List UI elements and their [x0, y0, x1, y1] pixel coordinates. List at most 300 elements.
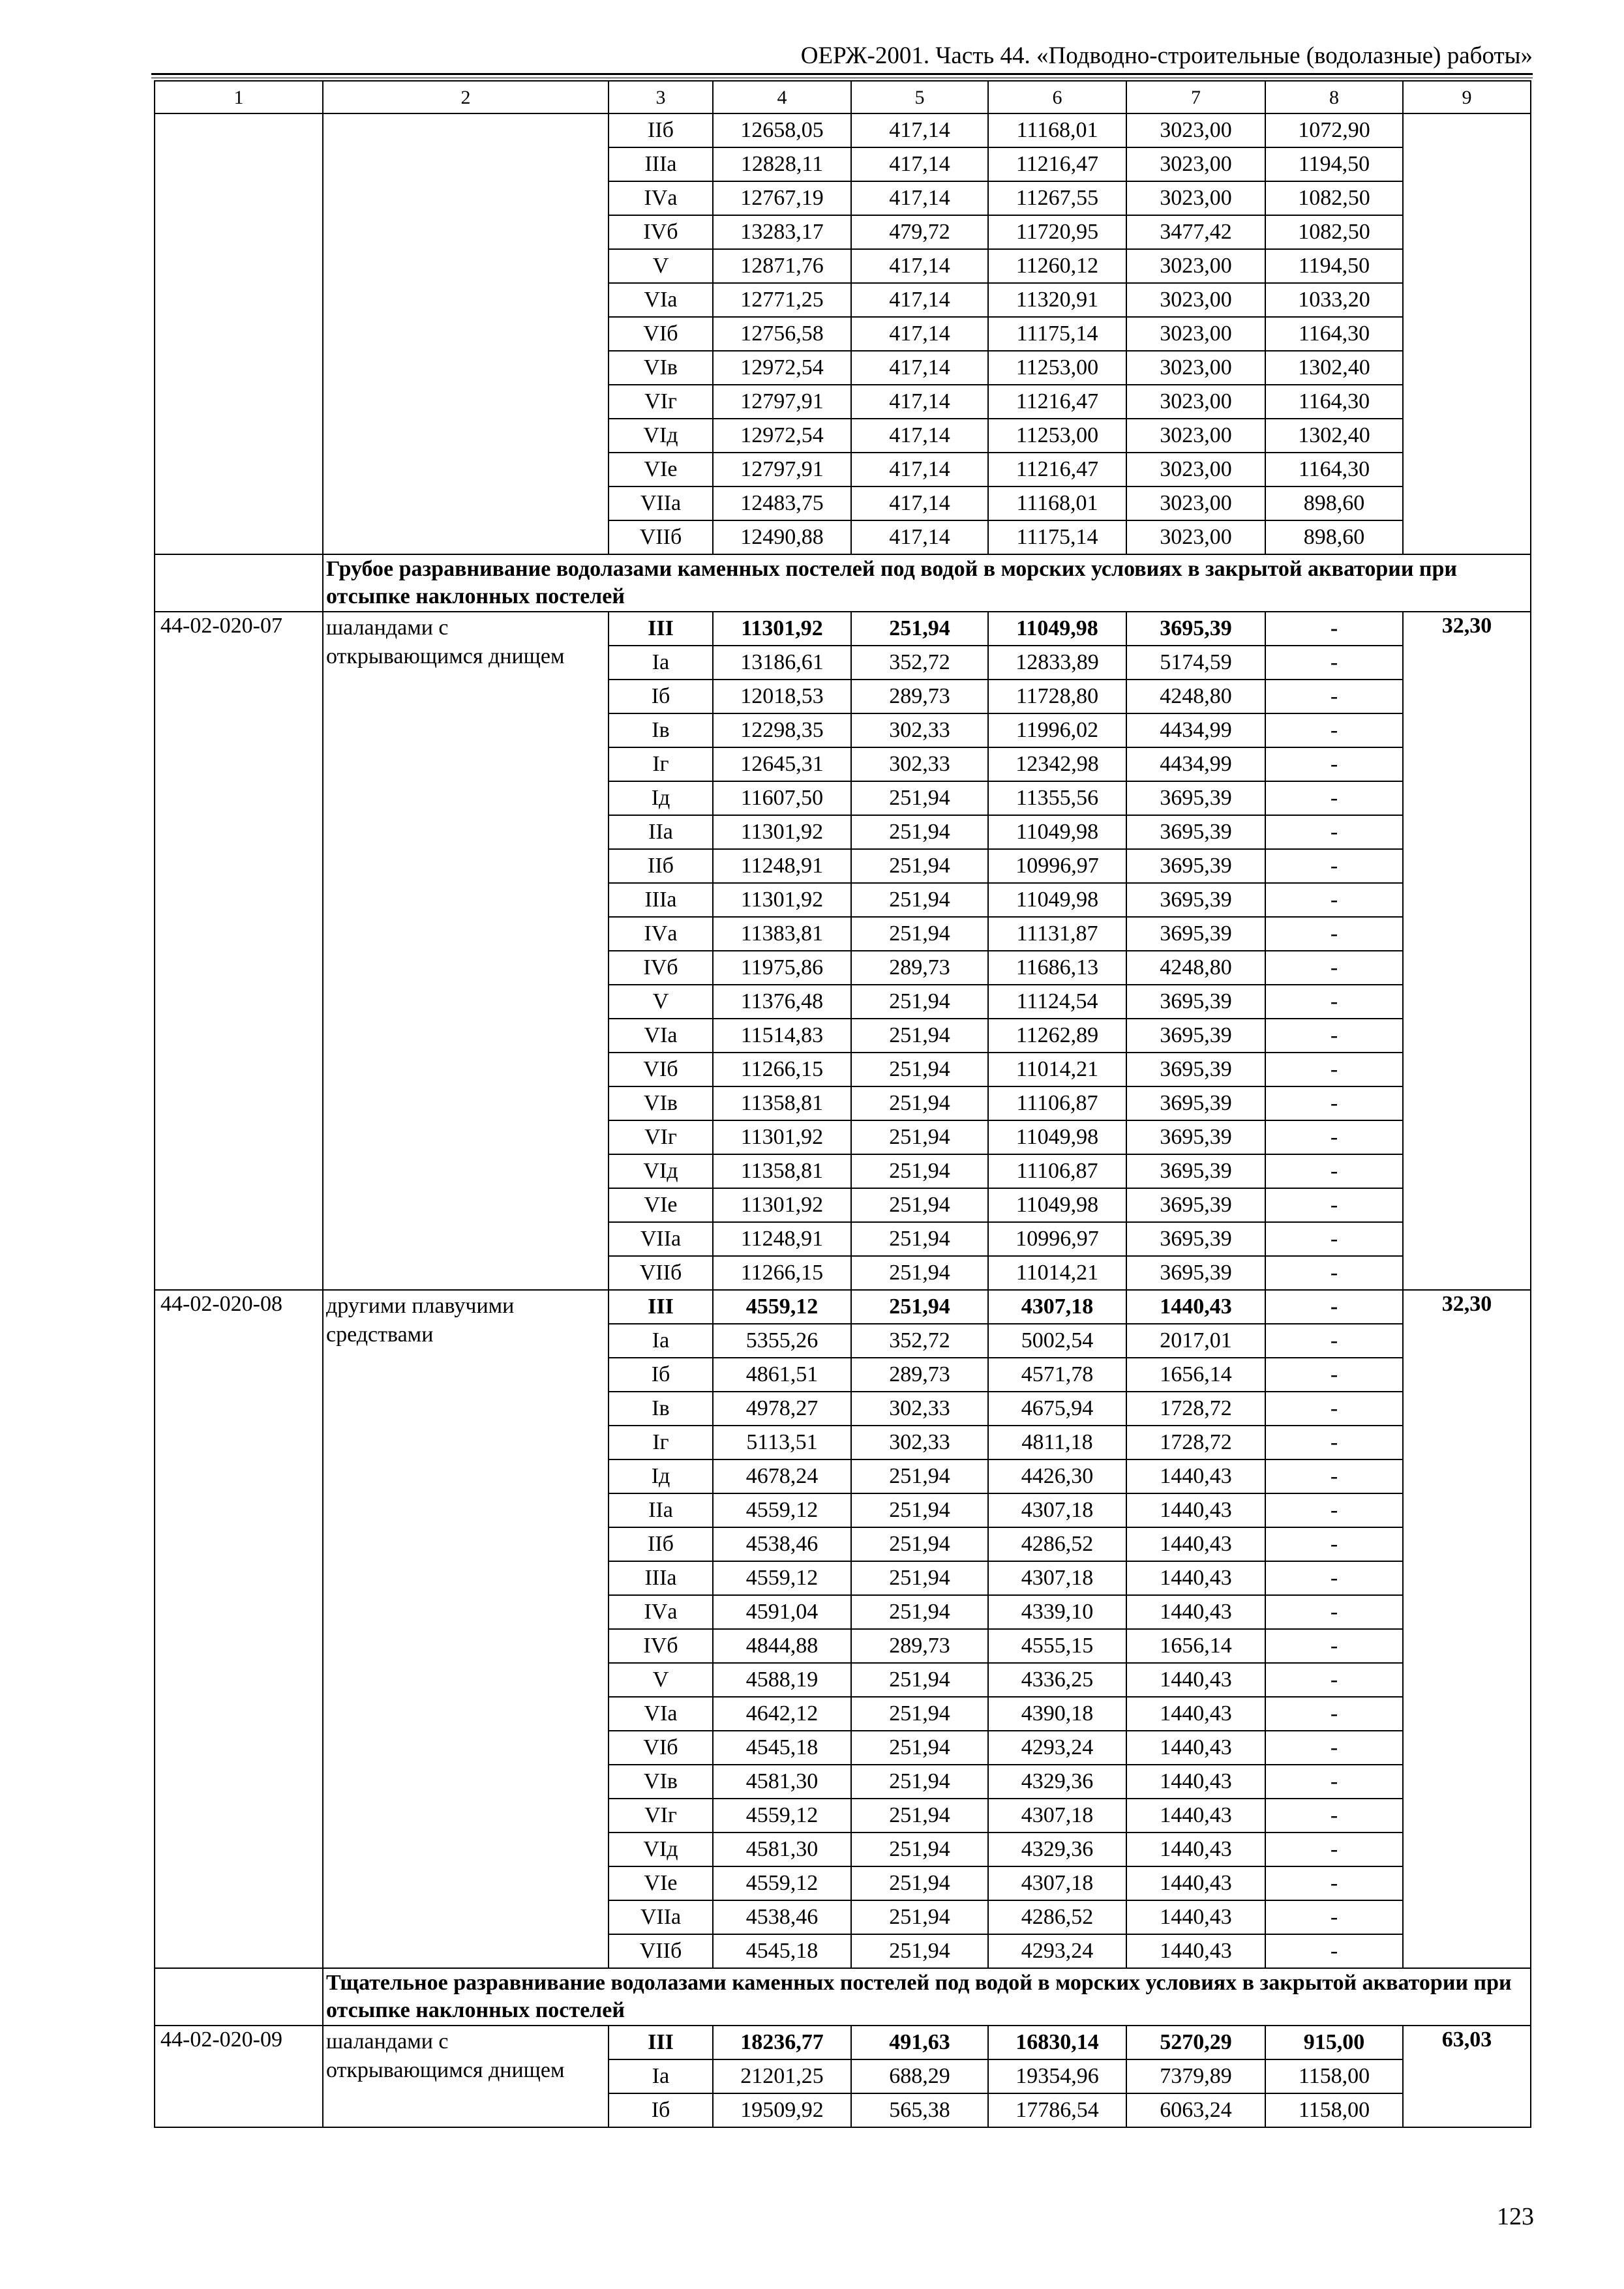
machinist-wages-cell: 3023,00 — [1126, 351, 1265, 385]
machines-cell: 11175,14 — [988, 317, 1126, 351]
materials-cell: - — [1265, 1833, 1403, 1866]
machines-cell: 4286,52 — [988, 1527, 1126, 1561]
total-cost-cell: 12658,05 — [713, 113, 851, 147]
page-header-title: ОЕРЖ-2001. Часть 44. «Подводно-строительные (водолазные) работы» — [800, 42, 1533, 69]
materials-cell: - — [1265, 1019, 1403, 1053]
table-row — [155, 612, 1531, 646]
section-title: Тщательное разравнивание водолазами каменных постелей под водой в морских условиях в закрытой акватории при отсыпке наклонных постелей — [323, 1968, 1531, 2026]
machines-cell: 4286,52 — [988, 1900, 1126, 1934]
region-class-cell: Iа — [609, 1324, 713, 1358]
region-class-cell: Iг — [609, 1426, 713, 1459]
machinist-wages-cell: 1440,43 — [1126, 1765, 1265, 1799]
machinist-wages-cell: 1440,43 — [1126, 1493, 1265, 1527]
machines-cell: 11124,54 — [988, 985, 1126, 1019]
column-number: 4 — [713, 81, 851, 113]
materials-cell: - — [1265, 1222, 1403, 1256]
region-class-cell: IVа — [609, 1595, 713, 1629]
wages-cell: 417,14 — [851, 351, 988, 385]
materials-cell: 1164,30 — [1265, 317, 1403, 351]
rate-description-cell — [323, 113, 609, 554]
wages-cell: 417,14 — [851, 283, 988, 317]
region-class-cell: IVб — [609, 215, 713, 249]
materials-cell: - — [1265, 1561, 1403, 1595]
machinist-wages-cell: 3023,00 — [1126, 249, 1265, 283]
materials-cell: 1082,50 — [1265, 215, 1403, 249]
total-cost-cell: 12828,11 — [713, 147, 851, 181]
region-class-cell: VIIа — [609, 1900, 713, 1934]
table-row — [155, 1290, 1531, 1324]
wages-cell: 417,14 — [851, 181, 988, 215]
wages-cell: 289,73 — [851, 1358, 988, 1392]
materials-cell: - — [1265, 1765, 1403, 1799]
total-cost-cell: 4591,04 — [713, 1595, 851, 1629]
machinist-wages-cell: 2017,01 — [1126, 1324, 1265, 1358]
total-cost-cell: 4559,12 — [713, 1493, 851, 1527]
region-class-cell: IVа — [609, 181, 713, 215]
machinist-wages-cell: 4434,99 — [1126, 713, 1265, 747]
wages-cell: 251,94 — [851, 1459, 988, 1493]
materials-cell: - — [1265, 1392, 1403, 1426]
wages-cell: 251,94 — [851, 612, 988, 646]
region-class-cell: VIIа — [609, 486, 713, 520]
machines-cell: 4307,18 — [988, 1866, 1126, 1900]
region-class-cell: VIг — [609, 1799, 713, 1833]
machinist-wages-cell: 3695,39 — [1126, 612, 1265, 646]
machines-cell: 11216,47 — [988, 453, 1126, 486]
region-class-cell: VIд — [609, 1833, 713, 1866]
region-class-cell: VIIб — [609, 1934, 713, 1968]
materials-cell: - — [1265, 951, 1403, 985]
wages-cell: 251,94 — [851, 1934, 988, 1968]
total-cost-cell: 11301,92 — [713, 815, 851, 849]
total-cost-cell: 11301,92 — [713, 1120, 851, 1154]
machines-cell: 12342,98 — [988, 747, 1126, 781]
region-class-cell: IIб — [609, 1527, 713, 1561]
wages-cell: 417,14 — [851, 317, 988, 351]
region-class-cell: IIIа — [609, 147, 713, 181]
total-cost-cell: 11383,81 — [713, 917, 851, 951]
machinist-wages-cell: 1656,14 — [1126, 1629, 1265, 1663]
machinist-wages-cell: 3695,39 — [1126, 1120, 1265, 1154]
total-cost-cell: 4581,30 — [713, 1765, 851, 1799]
machines-cell: 11996,02 — [988, 713, 1126, 747]
wages-cell: 251,94 — [851, 1120, 988, 1154]
total-cost-cell: 4559,12 — [713, 1290, 851, 1324]
machines-cell: 4339,10 — [988, 1595, 1126, 1629]
materials-cell: - — [1265, 1426, 1403, 1459]
machines-cell: 4307,18 — [988, 1799, 1126, 1833]
region-class-cell: IIIа — [609, 883, 713, 917]
machines-cell: 11253,00 — [988, 351, 1126, 385]
machinist-wages-cell: 3695,39 — [1126, 883, 1265, 917]
materials-cell: 1164,30 — [1265, 453, 1403, 486]
region-class-cell: IIа — [609, 815, 713, 849]
materials-cell: - — [1265, 1358, 1403, 1392]
total-cost-cell: 4559,12 — [713, 1799, 851, 1833]
materials-cell: 915,00 — [1265, 2026, 1403, 2059]
machines-cell: 4336,25 — [988, 1663, 1126, 1697]
machinist-wages-cell: 4248,80 — [1126, 680, 1265, 713]
materials-cell: - — [1265, 1154, 1403, 1188]
total-cost-cell: 12972,54 — [713, 351, 851, 385]
wages-cell: 251,94 — [851, 1799, 988, 1833]
labor-cost-cell: 32,30 — [1403, 1290, 1531, 1968]
table-row — [155, 2026, 1531, 2059]
region-class-cell: III — [609, 612, 713, 646]
machinist-wages-cell: 3023,00 — [1126, 317, 1265, 351]
page-number: 123 — [1497, 2203, 1534, 2230]
region-class-cell: VIе — [609, 453, 713, 486]
machines-cell: 10996,97 — [988, 1222, 1126, 1256]
machinist-wages-cell: 3023,00 — [1126, 283, 1265, 317]
region-class-cell: IVб — [609, 951, 713, 985]
machinist-wages-cell: 3695,39 — [1126, 1053, 1265, 1086]
machines-cell: 4307,18 — [988, 1493, 1126, 1527]
total-cost-cell: 13283,17 — [713, 215, 851, 249]
total-cost-cell: 4545,18 — [713, 1934, 851, 1968]
materials-cell: - — [1265, 917, 1403, 951]
region-class-cell: IIб — [609, 113, 713, 147]
machines-cell: 4307,18 — [988, 1290, 1126, 1324]
materials-cell: - — [1265, 1256, 1403, 1290]
total-cost-cell: 12018,53 — [713, 680, 851, 713]
wages-cell: 251,94 — [851, 1188, 988, 1222]
materials-cell: 898,60 — [1265, 486, 1403, 520]
region-class-cell: IVа — [609, 917, 713, 951]
region-class-cell: VIе — [609, 1188, 713, 1222]
machinist-wages-cell: 1728,72 — [1126, 1392, 1265, 1426]
column-number: 7 — [1126, 81, 1265, 113]
rate-code-cell: 44-02-020-09 — [155, 2026, 323, 2127]
wages-cell: 251,94 — [851, 883, 988, 917]
machines-cell: 11049,98 — [988, 1120, 1126, 1154]
machinist-wages-cell: 1440,43 — [1126, 1595, 1265, 1629]
column-number: 5 — [851, 81, 988, 113]
machines-cell: 11049,98 — [988, 883, 1126, 917]
wages-cell: 302,33 — [851, 713, 988, 747]
total-cost-cell: 4581,30 — [713, 1833, 851, 1866]
wages-cell: 352,72 — [851, 646, 988, 680]
wages-cell: 251,94 — [851, 1833, 988, 1866]
wages-cell: 251,94 — [851, 1866, 988, 1900]
table-row — [155, 113, 1531, 147]
region-class-cell: VIIб — [609, 1256, 713, 1290]
region-class-cell: VIв — [609, 351, 713, 385]
machines-cell: 11216,47 — [988, 147, 1126, 181]
rate-code-cell: 44-02-020-08 — [155, 1290, 323, 1968]
total-cost-cell: 12645,31 — [713, 747, 851, 781]
region-class-cell: V — [609, 985, 713, 1019]
wages-cell: 251,94 — [851, 815, 988, 849]
machinist-wages-cell: 1440,43 — [1126, 1799, 1265, 1833]
wages-cell: 251,94 — [851, 1663, 988, 1697]
rates-table — [154, 80, 1531, 2128]
region-class-cell: Iг — [609, 747, 713, 781]
materials-cell: - — [1265, 612, 1403, 646]
region-class-cell: VIд — [609, 419, 713, 453]
machinist-wages-cell: 3023,00 — [1126, 181, 1265, 215]
machines-cell: 4293,24 — [988, 1934, 1126, 1968]
wages-cell: 251,94 — [851, 1290, 988, 1324]
machinist-wages-cell: 3695,39 — [1126, 1086, 1265, 1120]
section-title-row — [155, 1968, 1531, 2026]
section-blank-cell — [155, 1968, 323, 2026]
rate-description-cell: шаландами с открывающимся днищем — [323, 2026, 609, 2127]
region-class-cell: VIа — [609, 1697, 713, 1731]
wages-cell: 251,94 — [851, 1256, 988, 1290]
machines-cell: 11216,47 — [988, 385, 1126, 419]
machines-cell: 11049,98 — [988, 1188, 1126, 1222]
wages-cell: 491,63 — [851, 2026, 988, 2059]
materials-cell: 1158,00 — [1265, 2093, 1403, 2127]
labor-cost-cell: 63,03 — [1403, 2026, 1531, 2127]
rate-code-cell — [155, 113, 323, 554]
materials-cell: - — [1265, 1900, 1403, 1934]
machines-cell: 4811,18 — [988, 1426, 1126, 1459]
materials-cell: - — [1265, 1188, 1403, 1222]
materials-cell: - — [1265, 849, 1403, 883]
materials-cell: - — [1265, 1663, 1403, 1697]
wages-cell: 565,38 — [851, 2093, 988, 2127]
wages-cell: 251,94 — [851, 781, 988, 815]
wages-cell: 417,14 — [851, 113, 988, 147]
machines-cell: 17786,54 — [988, 2093, 1126, 2127]
rate-code-cell: 44-02-020-07 — [155, 612, 323, 1290]
machinist-wages-cell: 6063,24 — [1126, 2093, 1265, 2127]
wages-cell: 289,73 — [851, 951, 988, 985]
wages-cell: 251,94 — [851, 1561, 988, 1595]
machines-cell: 11267,55 — [988, 181, 1126, 215]
region-class-cell: Iд — [609, 1459, 713, 1493]
total-cost-cell: 12771,25 — [713, 283, 851, 317]
total-cost-cell: 11248,91 — [713, 849, 851, 883]
column-number: 2 — [323, 81, 609, 113]
region-class-cell: Iб — [609, 680, 713, 713]
machines-cell: 11262,89 — [988, 1019, 1126, 1053]
materials-cell: - — [1265, 646, 1403, 680]
machines-cell: 19354,96 — [988, 2059, 1126, 2093]
region-class-cell: VIб — [609, 1731, 713, 1765]
materials-cell: - — [1265, 1086, 1403, 1120]
materials-cell: - — [1265, 1866, 1403, 1900]
rate-description-cell: другими плавучими средствами — [323, 1290, 609, 1968]
materials-cell: 1194,50 — [1265, 249, 1403, 283]
region-class-cell: VIIб — [609, 520, 713, 554]
machinist-wages-cell: 3023,00 — [1126, 486, 1265, 520]
column-number: 6 — [988, 81, 1126, 113]
machinist-wages-cell: 3023,00 — [1126, 520, 1265, 554]
column-number: 9 — [1403, 81, 1531, 113]
wages-cell: 251,94 — [851, 985, 988, 1019]
section-blank-cell — [155, 554, 323, 612]
materials-cell: - — [1265, 1629, 1403, 1663]
materials-cell: - — [1265, 747, 1403, 781]
total-cost-cell: 11514,83 — [713, 1019, 851, 1053]
machines-cell: 11355,56 — [988, 781, 1126, 815]
machinist-wages-cell: 1440,43 — [1126, 1561, 1265, 1595]
machines-cell: 4675,94 — [988, 1392, 1126, 1426]
total-cost-cell: 11301,92 — [713, 1188, 851, 1222]
materials-cell: 898,60 — [1265, 520, 1403, 554]
wages-cell: 417,14 — [851, 486, 988, 520]
machinist-wages-cell: 3023,00 — [1126, 147, 1265, 181]
region-class-cell: VIе — [609, 1866, 713, 1900]
materials-cell: - — [1265, 985, 1403, 1019]
total-cost-cell: 11975,86 — [713, 951, 851, 985]
wages-cell: 251,94 — [851, 1527, 988, 1561]
machinist-wages-cell: 1440,43 — [1126, 1663, 1265, 1697]
total-cost-cell: 11266,15 — [713, 1053, 851, 1086]
materials-cell: - — [1265, 1595, 1403, 1629]
region-class-cell: VIб — [609, 1053, 713, 1086]
materials-cell: - — [1265, 680, 1403, 713]
materials-cell: - — [1265, 1731, 1403, 1765]
wages-cell: 251,94 — [851, 1019, 988, 1053]
region-class-cell: VIв — [609, 1086, 713, 1120]
materials-cell: - — [1265, 1493, 1403, 1527]
total-cost-cell: 5355,26 — [713, 1324, 851, 1358]
machines-cell: 11175,14 — [988, 520, 1126, 554]
machines-cell: 11720,95 — [988, 215, 1126, 249]
materials-cell: 1302,40 — [1265, 351, 1403, 385]
region-class-cell: Iв — [609, 713, 713, 747]
total-cost-cell: 11358,81 — [713, 1086, 851, 1120]
region-class-cell: IIIа — [609, 1561, 713, 1595]
machinist-wages-cell: 3695,39 — [1126, 1256, 1265, 1290]
materials-cell: - — [1265, 781, 1403, 815]
region-class-cell: III — [609, 1290, 713, 1324]
wages-cell: 302,33 — [851, 747, 988, 781]
machines-cell: 4329,36 — [988, 1765, 1126, 1799]
machinist-wages-cell: 3695,39 — [1126, 1188, 1265, 1222]
total-cost-cell: 12756,58 — [713, 317, 851, 351]
wages-cell: 251,94 — [851, 1697, 988, 1731]
total-cost-cell: 19509,92 — [713, 2093, 851, 2127]
machines-cell: 11106,87 — [988, 1086, 1126, 1120]
region-class-cell: V — [609, 249, 713, 283]
header-rule — [151, 73, 1533, 75]
machinist-wages-cell: 3023,00 — [1126, 385, 1265, 419]
machinist-wages-cell: 1440,43 — [1126, 1833, 1265, 1866]
total-cost-cell: 12797,91 — [713, 385, 851, 419]
labor-cost-cell — [1403, 113, 1531, 554]
materials-cell: - — [1265, 1934, 1403, 1968]
machinist-wages-cell: 3023,00 — [1126, 113, 1265, 147]
machines-cell: 4307,18 — [988, 1561, 1126, 1595]
machinist-wages-cell: 4434,99 — [1126, 747, 1265, 781]
machines-cell: 11168,01 — [988, 113, 1126, 147]
materials-cell: - — [1265, 1120, 1403, 1154]
machines-cell: 4571,78 — [988, 1358, 1126, 1392]
region-class-cell: VIб — [609, 317, 713, 351]
total-cost-cell: 11607,50 — [713, 781, 851, 815]
machines-cell: 11106,87 — [988, 1154, 1126, 1188]
region-class-cell: Iб — [609, 2093, 713, 2127]
machines-cell: 10996,97 — [988, 849, 1126, 883]
machinist-wages-cell: 3695,39 — [1126, 1222, 1265, 1256]
machinist-wages-cell: 1656,14 — [1126, 1358, 1265, 1392]
wages-cell: 289,73 — [851, 1629, 988, 1663]
rate-description-cell: шаландами с открывающимся днищем — [323, 612, 609, 1290]
column-number: 1 — [155, 81, 323, 113]
machines-cell: 11049,98 — [988, 612, 1126, 646]
region-class-cell: Iб — [609, 1358, 713, 1392]
region-class-cell: VIг — [609, 1120, 713, 1154]
total-cost-cell: 4538,46 — [713, 1527, 851, 1561]
machinist-wages-cell: 1440,43 — [1126, 1697, 1265, 1731]
machinist-wages-cell: 1440,43 — [1126, 1866, 1265, 1900]
wages-cell: 417,14 — [851, 520, 988, 554]
materials-cell: - — [1265, 815, 1403, 849]
wages-cell: 302,33 — [851, 1392, 988, 1426]
total-cost-cell: 11376,48 — [713, 985, 851, 1019]
total-cost-cell: 11358,81 — [713, 1154, 851, 1188]
machines-cell: 11014,21 — [988, 1053, 1126, 1086]
region-class-cell: Iа — [609, 646, 713, 680]
machines-cell: 11168,01 — [988, 486, 1126, 520]
machinist-wages-cell: 1440,43 — [1126, 1290, 1265, 1324]
region-class-cell: Iв — [609, 1392, 713, 1426]
machines-cell: 4390,18 — [988, 1697, 1126, 1731]
wages-cell: 251,94 — [851, 1053, 988, 1086]
materials-cell: 1072,90 — [1265, 113, 1403, 147]
region-class-cell: VIа — [609, 1019, 713, 1053]
section-title: Грубое разравнивание водолазами каменных постелей под водой в морских условиях в закрытой акватории при отсыпке наклонных постелей — [323, 554, 1531, 612]
materials-cell: - — [1265, 1324, 1403, 1358]
wages-cell: 417,14 — [851, 147, 988, 181]
wages-cell: 251,94 — [851, 917, 988, 951]
wages-cell: 251,94 — [851, 1222, 988, 1256]
region-class-cell: IIа — [609, 1493, 713, 1527]
machinist-wages-cell: 1440,43 — [1126, 1934, 1265, 1968]
machinist-wages-cell: 1440,43 — [1126, 1731, 1265, 1765]
machinist-wages-cell: 1440,43 — [1126, 1900, 1265, 1934]
machinist-wages-cell: 7379,89 — [1126, 2059, 1265, 2093]
region-class-cell: Iд — [609, 781, 713, 815]
materials-cell: - — [1265, 1697, 1403, 1731]
total-cost-cell: 11266,15 — [713, 1256, 851, 1290]
total-cost-cell: 4642,12 — [713, 1697, 851, 1731]
total-cost-cell: 4559,12 — [713, 1866, 851, 1900]
machinist-wages-cell: 3695,39 — [1126, 781, 1265, 815]
materials-cell: - — [1265, 883, 1403, 917]
machines-cell: 11014,21 — [988, 1256, 1126, 1290]
machines-cell: 12833,89 — [988, 646, 1126, 680]
machines-cell: 4426,30 — [988, 1459, 1126, 1493]
column-number-row — [155, 81, 1531, 113]
wages-cell: 417,14 — [851, 385, 988, 419]
region-class-cell: VIд — [609, 1154, 713, 1188]
total-cost-cell: 12767,19 — [713, 181, 851, 215]
wages-cell: 417,14 — [851, 419, 988, 453]
machines-cell: 5002,54 — [988, 1324, 1126, 1358]
machinist-wages-cell: 3695,39 — [1126, 849, 1265, 883]
region-class-cell: VIIа — [609, 1222, 713, 1256]
total-cost-cell: 21201,25 — [713, 2059, 851, 2093]
machines-cell: 11260,12 — [988, 249, 1126, 283]
total-cost-cell: 4678,24 — [713, 1459, 851, 1493]
wages-cell: 352,72 — [851, 1324, 988, 1358]
wages-cell: 251,94 — [851, 1765, 988, 1799]
total-cost-cell: 4559,12 — [713, 1561, 851, 1595]
machines-cell: 4293,24 — [988, 1731, 1126, 1765]
total-cost-cell: 5113,51 — [713, 1426, 851, 1459]
wages-cell: 302,33 — [851, 1426, 988, 1459]
machinist-wages-cell: 3695,39 — [1126, 1154, 1265, 1188]
machinist-wages-cell: 3695,39 — [1126, 1019, 1265, 1053]
total-cost-cell: 12972,54 — [713, 419, 851, 453]
wages-cell: 251,94 — [851, 1493, 988, 1527]
